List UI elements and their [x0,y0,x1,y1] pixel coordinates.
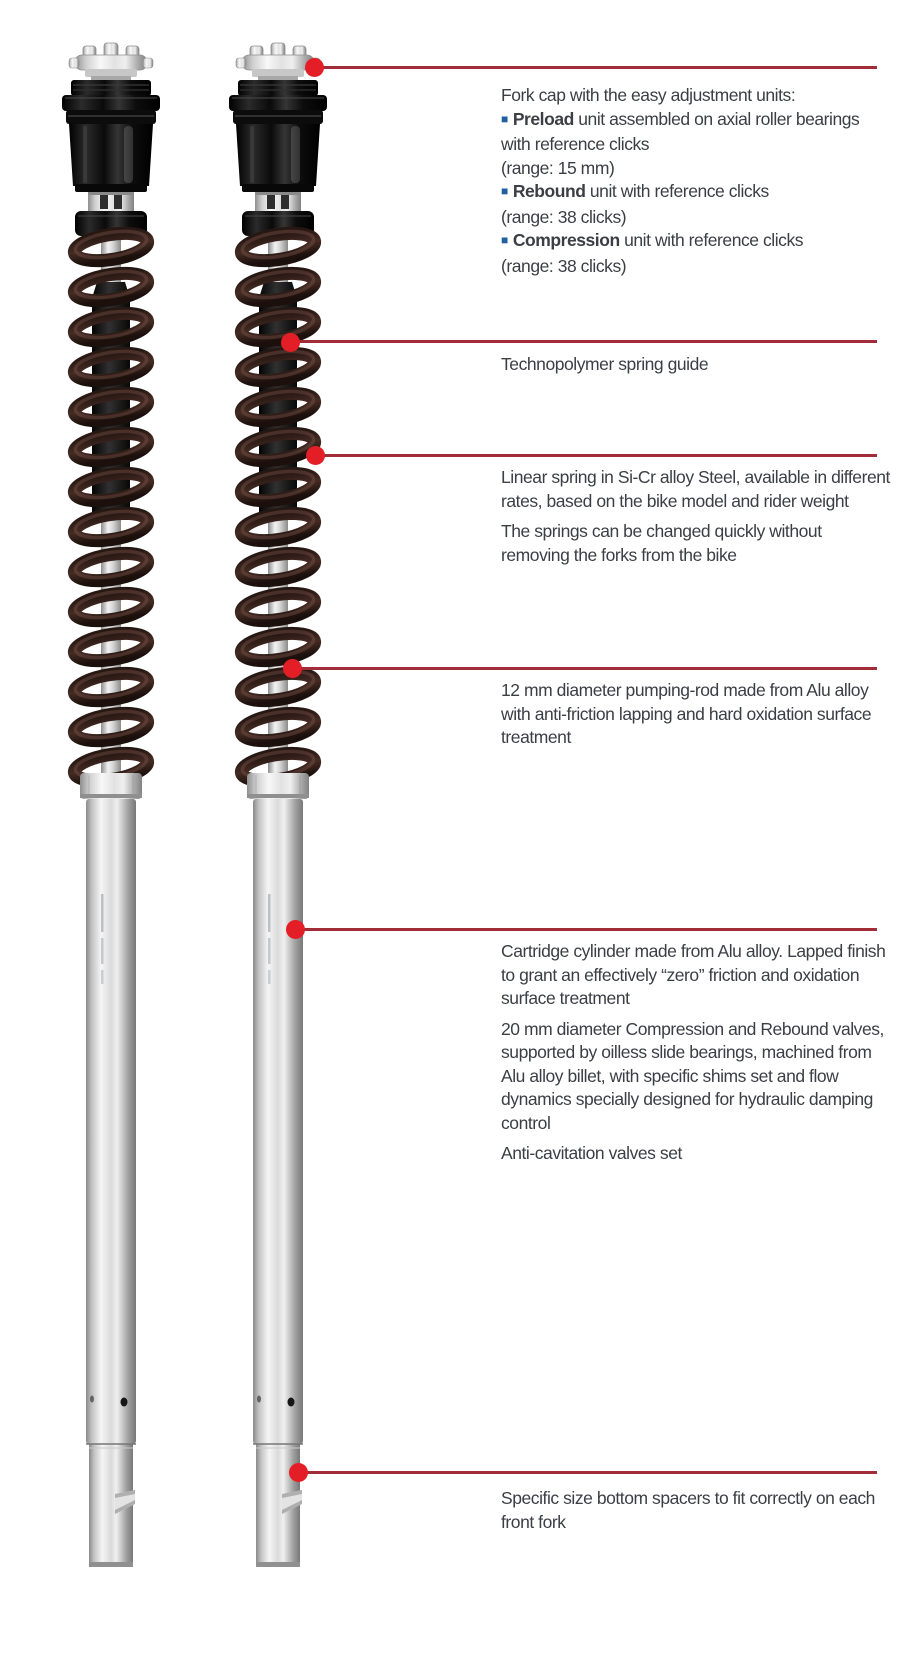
fork-cartridge-left [62,43,160,1567]
bullet-item-preload [501,108,891,157]
bullet-range: (range: 15 mm) [501,157,615,178]
callout-dot-fork-cap [305,58,324,77]
callout-paragraph: Specific size bottom spacers to fit correctly on each front fork [501,1488,875,1532]
callout-paragraph: The springs can be changed quickly without removing the forks from the bike [501,521,822,565]
fork-cartridge-right [229,43,327,1567]
callout-paragraph: Cartridge cylinder made from Alu alloy. Lapped finish to grant an effectively “zero” friction and oxidation surface treatment [501,941,886,1008]
callout-title: Fork cap with the easy adjustment units: [501,85,796,105]
callout-paragraph: Technopolymer spring guide [501,354,709,374]
callout-text-bottom-spacers [501,1487,891,1541]
callout-text-cartridge-cylinder [501,940,891,1173]
bullet-square-icon: ■ [501,233,508,247]
bullet-item-compression [501,229,891,255]
bullet-text: unit assembled on axial roller bearings with reference clicks [501,108,860,154]
callout-line-fork-cap [314,66,877,69]
bullet-item-rebound [501,180,891,206]
callout-dot-bottom-spacers [289,1463,308,1482]
bullet-term: Rebound [512,181,586,201]
callout-line-cartridge-cylinder [295,928,877,931]
callout-line-bottom-spacers [298,1471,877,1474]
callout-text-spring-guide [501,353,891,384]
bullet-term: Preload [512,108,574,129]
bullet-term: Compression [512,230,620,250]
callout-text-fork-cap [501,84,891,278]
bullet-range: (range: 38 clicks) [501,206,627,227]
bullet-square-icon: ■ [501,111,508,126]
callout-paragraph: Linear spring in Si-Cr alloy Steel, available in different rates, based on the bike model and rider weight [501,467,890,511]
callout-paragraph: Anti-cavitation valves set [501,1143,682,1163]
callout-dot-cartridge-cylinder [286,920,305,939]
callout-line-spring-guide [290,340,877,343]
callout-text-linear-spring [501,466,891,574]
bullet-text: unit with reference clicks [619,230,804,250]
bullet-square-icon: ■ [501,184,508,198]
callout-paragraph: 12 mm diameter pumping-rod made from Alu alloy with anti-friction lapping and hard oxidation surface treatment [501,680,872,747]
bullet-text: unit with reference clicks [585,181,769,201]
callout-line-linear-spring [315,454,877,457]
callout-dot-linear-spring [306,446,325,465]
callout-dot-spring-guide [281,333,300,352]
callout-dot-pumping-rod [283,659,302,678]
callout-line-pumping-rod [292,667,877,670]
callout-text-pumping-rod [501,679,891,757]
bullet-range: (range: 38 clicks) [501,255,627,276]
callout-paragraph: 20 mm diameter Compression and Rebound valves, supported by oilless slide bearings, machined from Alu alloy billet, with specific shims set and flow dynamics specially designed for hydraulic damping control [501,1018,884,1133]
